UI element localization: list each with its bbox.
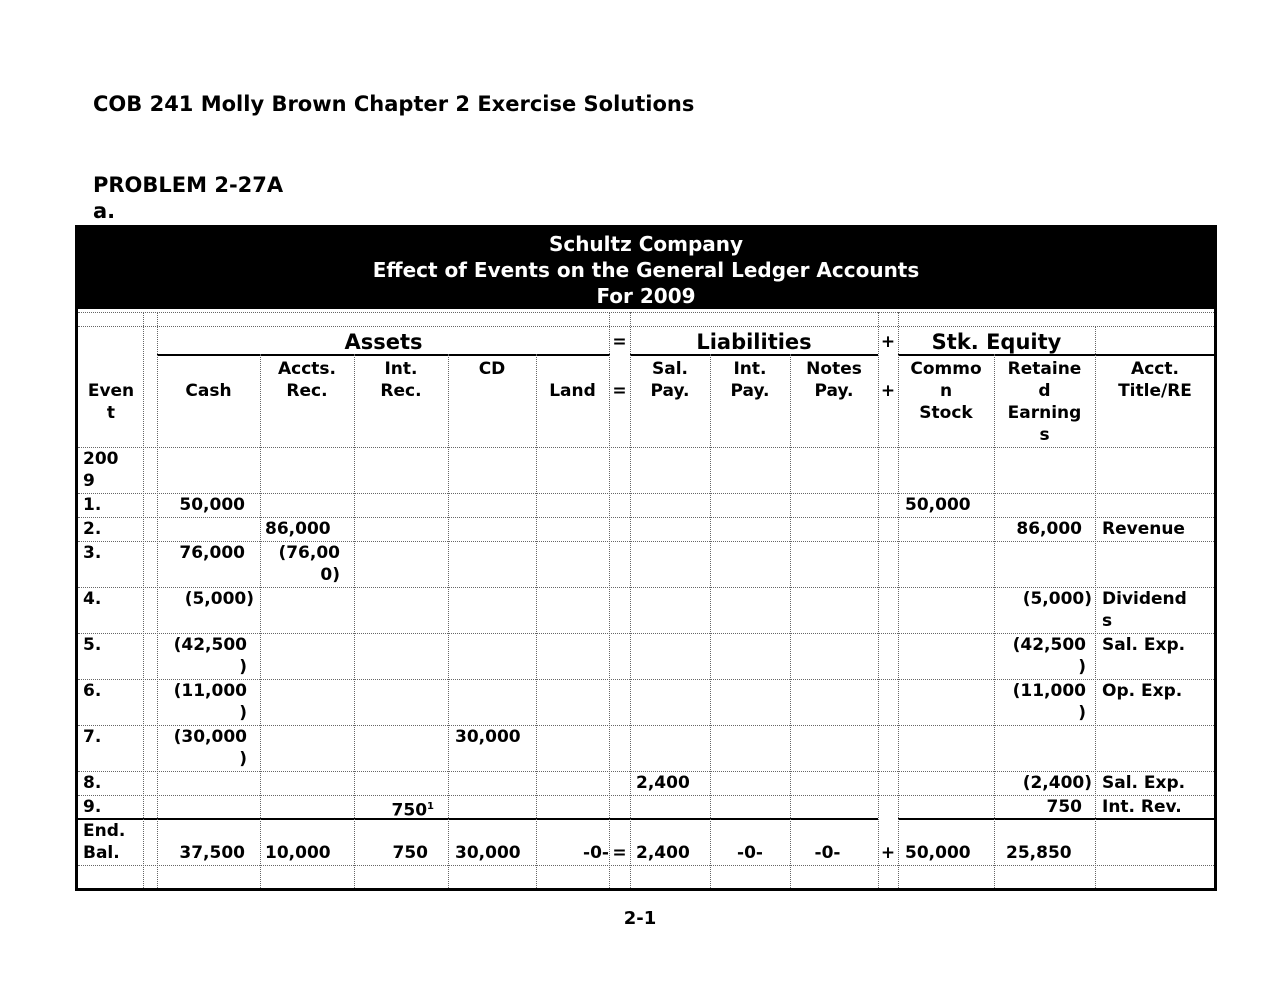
ledger-table	[75, 225, 1217, 891]
totals-label-line: End.	[83, 821, 126, 841]
cash-cell	[157, 680, 247, 724]
event-label-line: 9	[83, 471, 95, 491]
cell-line: )	[239, 657, 247, 677]
grid-line	[790, 354, 791, 888]
cell-line: (42,500	[173, 635, 247, 655]
col-header-line: Pay.	[650, 381, 690, 401]
event-label: 4.	[83, 589, 102, 609]
col-header-line: d	[1038, 381, 1051, 401]
page-number: 2-1	[623, 908, 657, 929]
footnote-marker: 1	[427, 801, 434, 812]
col-header-retained-earnings	[994, 358, 1095, 446]
acct-title-cell: Sal. Exp.	[1102, 773, 1186, 793]
retained-earnings-cell: 750	[1046, 797, 1082, 817]
col-header-notes-pay	[790, 358, 878, 402]
col-header-line: Int.	[733, 359, 767, 379]
cash-cell: (5,000)	[184, 589, 254, 609]
col-header-int-pay	[710, 358, 790, 402]
cell-line: )	[239, 749, 247, 769]
event-label: 2.	[83, 519, 102, 539]
col-header-line: t	[106, 403, 116, 423]
col-header-line: s	[1039, 425, 1050, 445]
cell-line: )	[239, 703, 247, 723]
grid-line	[78, 865, 1214, 866]
grid-line	[448, 354, 449, 888]
totals-label-line: Bal.	[83, 843, 120, 863]
cell-line: s	[1102, 611, 1113, 631]
accts-rec-total: 10,000	[265, 843, 331, 863]
cd-total: 30,000	[455, 843, 521, 863]
totals-plus: +	[880, 843, 896, 863]
cd-cell: 30,000	[455, 727, 521, 747]
liabilities-group-header: Liabilities	[696, 330, 812, 354]
col-header-line: Rec.	[380, 381, 422, 401]
totals-label	[83, 820, 125, 864]
retained-earnings-cell: (2,400)	[1022, 773, 1092, 793]
cell-line: (30,000	[173, 727, 247, 747]
col-header-line: Acct.	[1131, 359, 1179, 379]
cash-cell	[157, 634, 247, 678]
grid-line	[710, 354, 711, 888]
col-header-line: Sal.	[651, 359, 688, 379]
cell-line: 0)	[320, 565, 340, 585]
sal-pay-total: 2,400	[636, 843, 690, 863]
group-plus-sign: +	[880, 332, 896, 352]
cell-line: )	[1078, 657, 1086, 677]
table-subtitle: Effect of Events on the General Ledger Accounts	[372, 258, 920, 282]
col-header-line: Stock	[919, 403, 973, 423]
col-header-line: Pay.	[814, 381, 854, 401]
group-equals-sign: =	[612, 332, 627, 352]
col-header-acct-title	[1095, 358, 1215, 402]
col-header-cd: CD	[478, 359, 506, 379]
common-stock-total: 50,000	[905, 843, 971, 863]
int-rec-value: 750	[391, 800, 428, 821]
cash-cell: 50,000	[179, 495, 245, 515]
col-header-line: Even	[87, 381, 135, 401]
event-label: 1.	[83, 495, 102, 515]
part-label: a.	[93, 199, 116, 223]
assets-group-header: Assets	[344, 330, 423, 354]
retained-earnings-cell	[994, 680, 1086, 724]
grid-line	[78, 447, 1214, 448]
retained-earnings-cell: 86,000	[1016, 519, 1082, 539]
col-header-accts-rec	[260, 358, 354, 402]
col-header-line: Accts.	[277, 359, 336, 379]
col-header-line: Earning	[1007, 403, 1082, 423]
totals-rule-right	[898, 818, 1214, 820]
grid-line	[78, 493, 1214, 494]
totals-rule	[78, 818, 878, 820]
event-label-line: 200	[83, 449, 119, 469]
cash-total: 37,500	[179, 843, 245, 863]
cash-cell: 76,000	[179, 543, 245, 563]
acct-title-cell: Int. Rev.	[1102, 797, 1182, 817]
table-banner	[78, 228, 1214, 309]
grid-line	[78, 541, 1214, 542]
col-header-line: Commo	[910, 359, 982, 379]
grid-line	[260, 354, 261, 888]
grid-line	[536, 354, 537, 888]
event-label: 8.	[83, 773, 102, 793]
col-header-line: Notes	[806, 359, 862, 379]
retained-earnings-cell: (5,000)	[1022, 589, 1092, 609]
col-header-event	[80, 380, 142, 424]
col-header-line: Pay.	[730, 381, 770, 401]
sal-pay-cell: 2,400	[636, 773, 690, 793]
cell-line: (42,500	[1012, 635, 1086, 655]
grid-line	[78, 725, 1214, 726]
equity-group-header: Stk. Equity	[931, 330, 1062, 354]
retained-earnings-total: 25,850	[1006, 843, 1072, 863]
cell-line: Dividend	[1102, 589, 1187, 609]
acct-title-cell: Revenue	[1102, 519, 1185, 539]
col-header-line: Retaine	[1007, 359, 1082, 379]
col-header-line: Int.	[384, 359, 418, 379]
col-header-int-rec	[354, 358, 448, 402]
event-label: 5.	[83, 635, 102, 655]
col-header-land: Land	[549, 381, 596, 401]
event-label: 3.	[83, 543, 102, 563]
cell-line: (11,000	[1012, 681, 1086, 701]
grid-line	[78, 326, 1214, 327]
grid-line	[143, 312, 144, 888]
event-label: 7.	[83, 727, 102, 747]
col-header-line: Title/RE	[1118, 381, 1192, 401]
col-header-cash: Cash	[185, 381, 232, 401]
accts-rec-cell	[260, 542, 340, 586]
page-title: COB 241 Molly Brown Chapter 2 Exercise Solutions	[93, 92, 695, 116]
col-header-sal-pay	[630, 358, 710, 402]
land-total: -0-	[583, 843, 609, 863]
col-header-line: n	[939, 381, 953, 401]
acct-title-cell	[1102, 588, 1187, 632]
cell-line: (76,00	[278, 543, 340, 563]
col-header-line: Rec.	[286, 381, 328, 401]
table-period: For 2009	[596, 284, 696, 308]
event-label: 9.	[83, 797, 102, 817]
event-label: 6.	[83, 681, 102, 701]
grid-line	[1095, 326, 1096, 888]
accts-rec-cell: 86,000	[265, 519, 331, 539]
acct-title-cell: Sal. Exp.	[1102, 635, 1186, 655]
col-header-equals: =	[612, 381, 627, 401]
int-rec-total: 750	[392, 843, 428, 863]
problem-label: PROBLEM 2-27A	[93, 173, 284, 197]
cash-cell	[157, 726, 247, 770]
int-rec-cell	[354, 796, 434, 822]
cell-line: )	[1078, 703, 1086, 723]
retained-earnings-cell	[994, 634, 1086, 678]
col-header-plus: +	[880, 381, 896, 401]
common-stock-cell: 50,000	[905, 495, 971, 515]
cell-line: (11,000	[173, 681, 247, 701]
col-header-common-stock	[898, 358, 994, 424]
notes-pay-total: -0-	[814, 843, 841, 863]
company-name: Schultz Company	[548, 232, 744, 256]
totals-equals: =	[612, 843, 627, 863]
event-label	[83, 448, 119, 492]
int-pay-total: -0-	[737, 843, 763, 863]
grid-line	[78, 312, 1214, 313]
acct-title-cell: Op. Exp.	[1102, 681, 1183, 701]
